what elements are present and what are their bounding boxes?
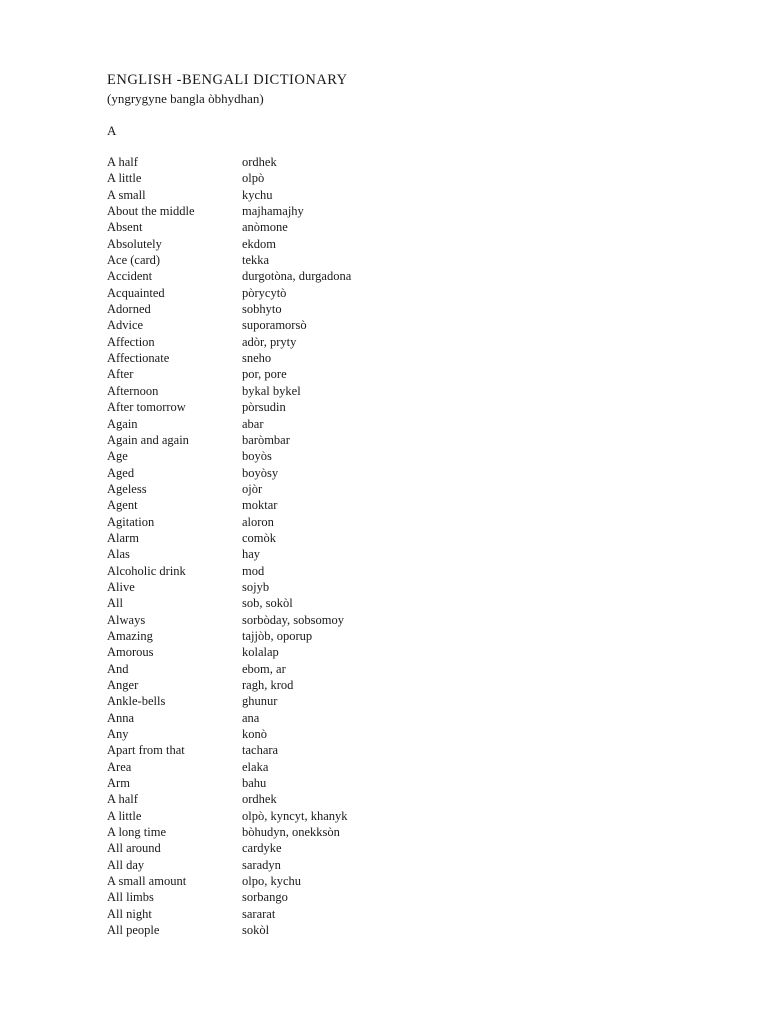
dictionary-entry bbox=[107, 416, 667, 432]
dictionary-entry bbox=[107, 350, 667, 366]
bengali-translation: adòr, pryty bbox=[242, 334, 297, 349]
bengali-translation: ordhek bbox=[242, 155, 277, 169]
english-term: Anger bbox=[107, 678, 139, 692]
bengali-translation: olpò, kyncyt, khanyk bbox=[242, 808, 348, 823]
dictionary-entry bbox=[107, 906, 667, 922]
bengali-translation: olpo, kychu bbox=[242, 874, 302, 889]
bengali-translation: sneho bbox=[242, 351, 272, 366]
dictionary-entry bbox=[107, 399, 667, 415]
bengali-translation: sojyb bbox=[242, 579, 270, 594]
dictionary-entry bbox=[107, 824, 667, 840]
bengali-translation: ekdom bbox=[242, 236, 277, 251]
english-term: Anna bbox=[107, 710, 135, 725]
english-term: All day bbox=[107, 857, 145, 872]
bengali-translation: por, pore bbox=[242, 367, 287, 382]
bengali-translation: ordhek bbox=[242, 792, 277, 807]
dictionary-entry bbox=[107, 546, 667, 562]
bengali-translation: bahu bbox=[242, 776, 267, 791]
bengali-translation: kolalap bbox=[242, 645, 279, 660]
bengali-translation: mod bbox=[242, 563, 265, 578]
english-term: Affection bbox=[107, 334, 155, 349]
bengali-translation: tajjòb, oporup bbox=[242, 628, 313, 643]
dictionary-entry bbox=[107, 219, 667, 235]
dictionary-entry bbox=[107, 203, 667, 219]
dictionary-entry bbox=[107, 677, 667, 693]
english-term: About the middle bbox=[107, 204, 195, 219]
bengali-translation: kychu bbox=[242, 187, 273, 202]
bengali-translation: moktar bbox=[242, 498, 278, 513]
dictionary-entry bbox=[107, 791, 667, 807]
english-term: Acquainted bbox=[107, 285, 165, 300]
dictionary-entry bbox=[107, 383, 667, 399]
english-term: Alas bbox=[107, 547, 130, 562]
bengali-translation: pòrsudin bbox=[242, 400, 286, 415]
dictionary-entry bbox=[107, 268, 667, 284]
bengali-translation: konò bbox=[242, 727, 267, 742]
english-term: And bbox=[107, 661, 129, 676]
bengali-translation: boyòsy bbox=[242, 465, 279, 480]
bengali-translation: ebom, ar bbox=[242, 661, 286, 676]
bengali-translation: sokòl bbox=[242, 923, 270, 938]
english-term: Afternoon bbox=[107, 383, 159, 398]
english-term: Amazing bbox=[107, 628, 153, 643]
bengali-translation: boyòs bbox=[242, 449, 272, 464]
dictionary-entry bbox=[107, 187, 667, 203]
dictionary-entry bbox=[107, 497, 667, 513]
dictionary-entry bbox=[107, 154, 667, 170]
dictionary-entry bbox=[107, 465, 667, 481]
english-term: A small amount bbox=[107, 874, 187, 889]
bengali-translation: bòhudyn, onekksòn bbox=[242, 825, 340, 840]
bengali-translation: suporamorsò bbox=[242, 318, 307, 333]
dictionary-entry bbox=[107, 726, 667, 742]
dictionary-entry bbox=[107, 644, 667, 660]
dictionary-entry bbox=[107, 514, 667, 530]
dictionary-entry bbox=[107, 432, 667, 448]
bengali-translation: ojòr bbox=[242, 481, 263, 496]
bengali-translation: sob, sokòl bbox=[242, 596, 293, 611]
english-term: A small bbox=[107, 187, 146, 202]
english-term: After tomorrow bbox=[107, 400, 186, 415]
dictionary-entry bbox=[107, 840, 667, 856]
dictionary-entry bbox=[107, 889, 667, 905]
dictionary-entry bbox=[107, 366, 667, 382]
dictionary-entry bbox=[107, 595, 667, 611]
bengali-translation: aloron bbox=[242, 514, 274, 529]
dictionary-entry bbox=[107, 530, 667, 546]
dictionary-entry bbox=[107, 236, 667, 252]
english-term: Accident bbox=[107, 269, 153, 284]
dictionary-entry bbox=[107, 742, 667, 758]
english-term: After bbox=[107, 367, 134, 382]
bengali-translation: elaka bbox=[242, 759, 269, 774]
dictionary-entry bbox=[107, 693, 667, 709]
bengali-translation: baròmbar bbox=[242, 432, 290, 447]
bengali-translation: majhamajhy bbox=[242, 204, 304, 219]
english-term: Aged bbox=[107, 465, 135, 480]
dictionary-entry bbox=[107, 873, 667, 889]
english-term: Alcoholic drink bbox=[107, 563, 186, 578]
english-term: Arm bbox=[107, 776, 130, 791]
bengali-translation: pòrycytò bbox=[242, 285, 287, 300]
english-term: Age bbox=[107, 449, 128, 464]
dictionary-entry bbox=[107, 628, 667, 644]
bengali-translation: cardyke bbox=[242, 841, 282, 856]
dictionary-entry bbox=[107, 301, 667, 317]
english-term: A little bbox=[107, 171, 142, 186]
english-term: Affectionate bbox=[107, 351, 170, 366]
english-term: Absent bbox=[107, 220, 143, 235]
english-term: Ankle-bells bbox=[107, 694, 166, 709]
bengali-translation: ana bbox=[242, 710, 260, 725]
bengali-translation: olpò bbox=[242, 171, 265, 186]
document-title: ENGLISH -BENGALI DICTIONARY bbox=[107, 72, 348, 88]
dictionary-entry bbox=[107, 775, 667, 791]
bengali-translation: hay bbox=[242, 547, 261, 562]
dictionary-entry bbox=[107, 481, 667, 497]
english-term: Again bbox=[107, 416, 138, 431]
dictionary-entry bbox=[107, 448, 667, 464]
bengali-translation: sorbango bbox=[242, 890, 288, 905]
dictionary-entry bbox=[107, 808, 667, 824]
bengali-translation: tekka bbox=[242, 253, 270, 268]
dictionary-entry bbox=[107, 759, 667, 775]
dictionary-entry bbox=[107, 252, 667, 268]
english-term: A half bbox=[107, 155, 138, 169]
english-term: Ace (card) bbox=[107, 253, 161, 268]
english-term: All bbox=[107, 596, 123, 611]
english-term: A little bbox=[107, 808, 142, 823]
dictionary-entry bbox=[107, 857, 667, 873]
bengali-translation: anòmone bbox=[242, 220, 288, 235]
dictionary-entry bbox=[107, 612, 667, 628]
dictionary-entry bbox=[107, 579, 667, 595]
dictionary-entry bbox=[107, 334, 667, 350]
bengali-translation: sararat bbox=[242, 906, 276, 921]
bengali-translation: ghunur bbox=[242, 694, 278, 709]
english-term: Absolutely bbox=[107, 236, 162, 251]
section-heading: A bbox=[107, 123, 117, 138]
english-term: Adorned bbox=[107, 302, 151, 317]
bengali-translation: comòk bbox=[242, 530, 277, 545]
english-term: Any bbox=[107, 727, 129, 742]
english-term: Area bbox=[107, 759, 132, 774]
english-term: Apart from that bbox=[107, 743, 185, 758]
document-subtitle: (yngrygyne bangla òbhydhan) bbox=[107, 91, 264, 106]
english-term: All around bbox=[107, 841, 161, 856]
bengali-translation: tachara bbox=[242, 743, 279, 758]
english-term: Advice bbox=[107, 318, 144, 333]
dictionary-entry bbox=[107, 317, 667, 333]
dictionary-entry bbox=[107, 285, 667, 301]
bengali-translation: durgotòna, durgadona bbox=[242, 269, 352, 284]
bengali-translation: sobhyto bbox=[242, 302, 282, 317]
english-term: A long time bbox=[107, 825, 167, 840]
english-term: A half bbox=[107, 792, 138, 807]
dictionary-entry bbox=[107, 710, 667, 726]
bengali-translation: bykal bykel bbox=[242, 383, 301, 398]
english-term: Agent bbox=[107, 498, 138, 513]
bengali-translation: abar bbox=[242, 416, 264, 431]
english-term: Amorous bbox=[107, 645, 154, 660]
english-term: Agitation bbox=[107, 514, 155, 529]
english-term: Alarm bbox=[107, 530, 139, 545]
dictionary-entry bbox=[107, 922, 667, 938]
english-term: All limbs bbox=[107, 890, 154, 905]
dictionary-entry bbox=[107, 563, 667, 579]
english-term: Always bbox=[107, 612, 146, 627]
english-term: Ageless bbox=[107, 481, 147, 496]
english-term: Alive bbox=[107, 579, 135, 594]
bengali-translation: ragh, krod bbox=[242, 678, 294, 692]
entry-list bbox=[107, 154, 667, 939]
dictionary-entry bbox=[107, 661, 667, 677]
bengali-translation: sorbòday, sobsomoy bbox=[242, 612, 344, 627]
dictionary-entry bbox=[107, 170, 667, 186]
english-term: All people bbox=[107, 923, 160, 938]
bengali-translation: saradyn bbox=[242, 857, 281, 872]
english-term: Again and again bbox=[107, 432, 189, 447]
english-term: All night bbox=[107, 906, 152, 921]
